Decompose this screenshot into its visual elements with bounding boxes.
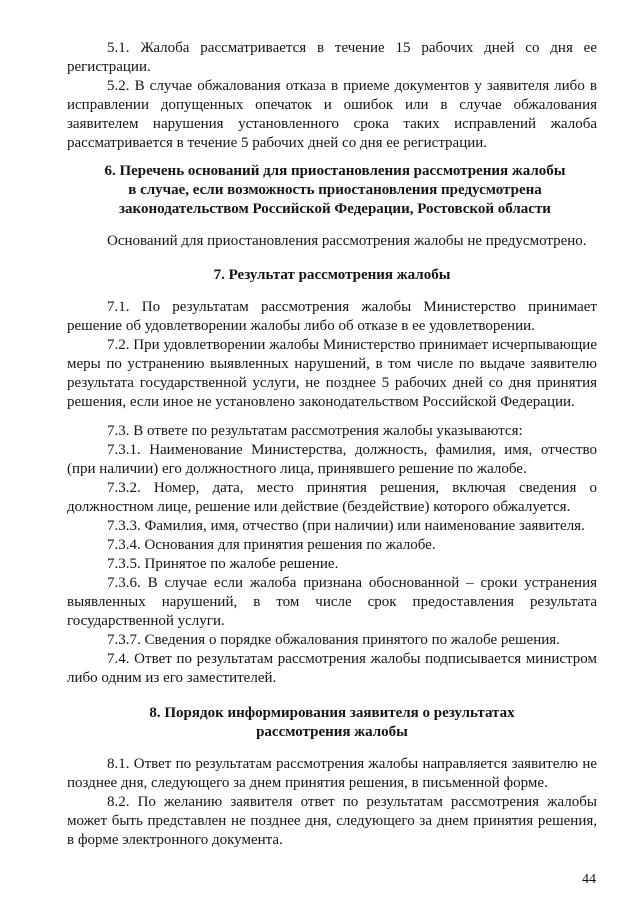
paragraph-8-1: 8.1. Ответ по результатам рассмотрения жалобы направляется заявителю не позднее дня, следующего за днем принятия решения, в письменной форме. — [67, 756, 597, 791]
paragraph-7-3: 7.3. В ответе по результатам рассмотрения жалобы указываются: — [107, 423, 523, 439]
paragraph-7-3-5: 7.3.5. Принятое по жалобе решение. — [107, 556, 339, 572]
paragraph-5-2: 5.2. В случае обжалования отказа в приеме документов у заявителя либо в исправлении допущенных опечаток и ошибок или в случае обжалования заявителем нарушения установленного срока таких исправлений жалоба рассматривается в течение 5 рабочих дней со дня ее регистрации. — [67, 78, 597, 151]
paragraph-7-1: 7.1. По результатам рассмотрения жалобы Министерство принимает решение об удовлетворении жалобы либо об отказе в ее удовлетворении. — [67, 299, 597, 334]
paragraph-7-3-4: 7.3.4. Основания для принятия решения по жалобе. — [107, 537, 436, 553]
paragraph-6-body: Оснований для приостановления рассмотрения жалобы не предусмотрено. — [107, 233, 587, 249]
paragraph-7-3-1: 7.3.1. Наименование Министерства, должность, фамилия, имя, отчество (при наличии) его должностного лица, принявшего решение по жалобе. — [67, 442, 597, 477]
paragraph-7-3-7: 7.3.7. Сведения о порядке обжалования принятого по жалобе решения. — [107, 632, 560, 648]
paragraph-5-1: 5.1. Жалоба рассматривается в течение 15 рабочих дней со дня ее регистрации. — [67, 40, 597, 75]
paragraph-7-4: 7.4. Ответ по результатам рассмотрения жалобы подписывается министром либо одним из его заместителей. — [67, 651, 597, 686]
paragraph-7-2: 7.2. При удовлетворении жалобы Министерство принимает исчерпывающие меры по устранению выявленных нарушений, в том числе по выдаче заявителю результата государственной услуги, не позднее 5 рабочих дней со дня принятия решения, если иное не установлено законодательством Российской Федерации. — [67, 337, 597, 410]
paragraph-8-2: 8.2. По желанию заявителя ответ по результатам рассмотрения жалобы может быть представлен не позднее дня, следующего за днем принятия решения, в форме электронного документа. — [67, 794, 597, 848]
section-heading-6: 6. Перечень оснований для приостановления рассмотрения жалобы в случае, если возможность приостановления предусмотрена законодательством Российской Федерации, Ростовской области — [104, 163, 566, 217]
paragraph-7-3-6: 7.3.6. В случае если жалоба признана обоснованной – сроки устранения выявленных нарушений, в том числе срок предоставления результата государственной услуги. — [67, 575, 597, 629]
paragraph-7-3-3: 7.3.3. Фамилия, имя, отчество (при наличии) или наименование заявителя. — [107, 518, 585, 534]
section-heading-7: 7. Результат рассмотрения жалобы — [213, 267, 451, 283]
section-heading-8: 8. Порядок информирования заявителя о результатах рассмотрения жалобы — [149, 705, 515, 740]
page-number: 44 — [582, 872, 596, 887]
paragraph-7-3-2: 7.3.2. Номер, дата, место принятия решения, включая сведения о должностном лице, решение или действие (бездействие) которого обжалуется. — [67, 480, 597, 515]
